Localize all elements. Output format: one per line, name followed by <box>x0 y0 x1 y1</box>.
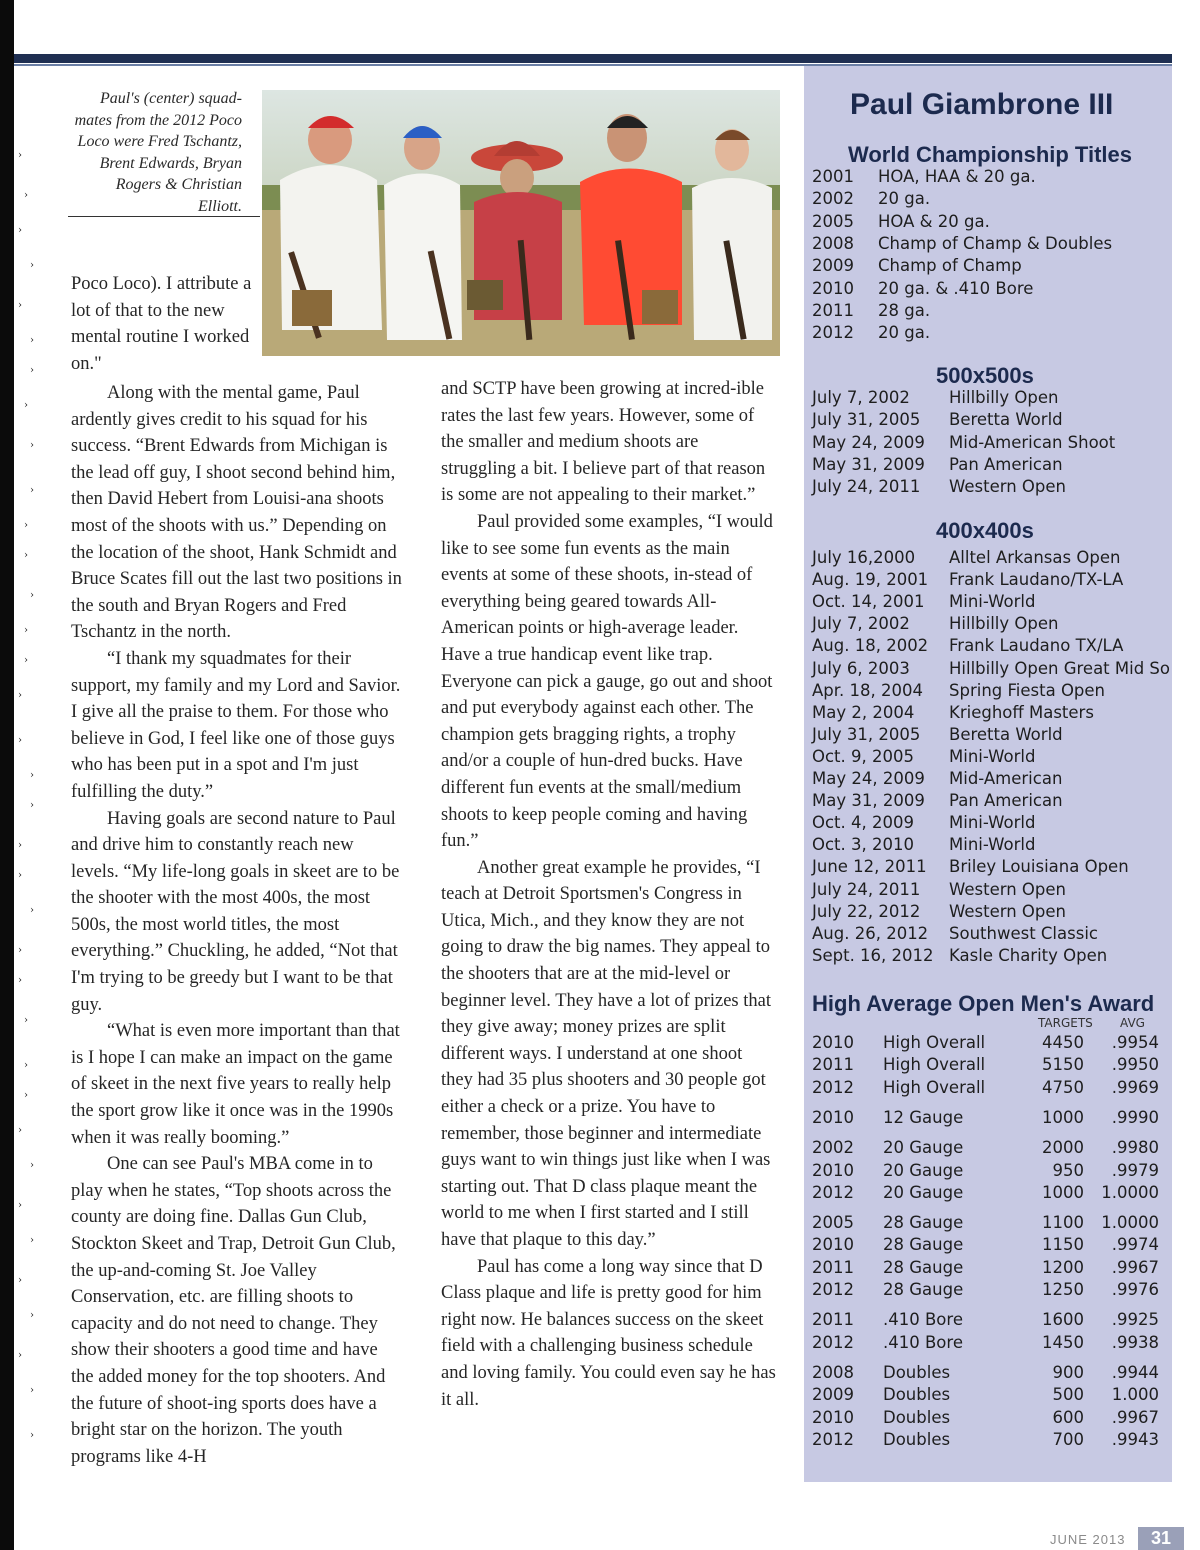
record-date: May 31, 2009 <box>812 454 925 474</box>
title-events: 20 ga. <box>878 323 931 343</box>
award-event: 28 Gauge <box>883 1257 964 1277</box>
record-event: Hillbilly Open <box>949 388 1059 407</box>
award-year: 2012 <box>812 1332 854 1352</box>
award-row <box>804 1333 1172 1355</box>
record-event: Spring Fiesta Open <box>949 680 1106 700</box>
award-event: 20 Gauge <box>883 1138 964 1158</box>
record-event: Alltel Arkansas Open <box>949 548 1121 567</box>
spine-mark: › <box>18 150 22 161</box>
record-400-row <box>804 924 1172 946</box>
record-500-row <box>804 388 1172 410</box>
award-event: High Overall <box>883 1077 986 1097</box>
record-event: Western Open <box>949 477 1066 497</box>
spine-mark: › <box>24 655 28 666</box>
award-year: 2009 <box>812 1385 854 1405</box>
award-year: 2011 <box>812 1310 854 1330</box>
record-date: May 31, 2009 <box>812 791 925 811</box>
record-date: Oct. 9, 2005 <box>812 746 914 766</box>
award-targets: 1000 <box>1042 1182 1084 1202</box>
record-event: Mid-American Shoot <box>949 432 1116 452</box>
award-average: .9950 <box>1111 1055 1159 1075</box>
record-event: Briley Louisiana Open <box>949 857 1129 877</box>
world-title-row <box>804 189 1172 211</box>
award-row <box>804 1138 1172 1160</box>
record-date: July 16,2000 <box>812 548 916 567</box>
award-average: .9925 <box>1111 1310 1159 1330</box>
record-event: Hillbilly Open Great Mid So <box>949 658 1171 678</box>
record-date: July 24, 2011 <box>812 879 921 899</box>
award-targets: 1600 <box>1042 1310 1084 1330</box>
award-targets: 1100 <box>1042 1213 1084 1233</box>
record-event: Mini-World <box>949 835 1036 855</box>
award-row <box>804 1055 1172 1077</box>
award-average: .9990 <box>1111 1107 1159 1127</box>
record-date: Oct. 14, 2001 <box>812 592 925 612</box>
title-events: 20 ga. & .410 Bore <box>878 278 1034 298</box>
award-event: 20 Gauge <box>883 1160 964 1180</box>
record-400-row <box>804 681 1172 703</box>
award-targets: 2000 <box>1042 1138 1084 1158</box>
record-event: Mini-World <box>949 813 1036 833</box>
award-row <box>804 1430 1172 1452</box>
paragraph: and SCTP have been growing at incred-ible rates the last few years. However, some of the smaller and medium shoots are struggling a bit. I believe part of that reason is some are not appealing to their market.” <box>441 379 766 506</box>
spine-mark: › <box>30 905 34 916</box>
record-400-row <box>804 902 1172 924</box>
award-year: 2011 <box>812 1055 854 1075</box>
award-year: 2010 <box>812 1107 854 1127</box>
award-year: 2010 <box>812 1160 854 1180</box>
award-average: .9974 <box>1111 1235 1159 1255</box>
record-event: Frank Laudano/TX-LA <box>949 570 1124 590</box>
record-date: Oct. 4, 2009 <box>812 813 914 833</box>
title-events: HOA, HAA & 20 ga. <box>878 167 1036 186</box>
award-targets: 1000 <box>1042 1107 1084 1127</box>
spine-mark: › <box>30 365 34 376</box>
record-event: Southwest Classic <box>949 923 1098 943</box>
award-row <box>804 1108 1172 1130</box>
record-event: Pan American <box>949 454 1063 474</box>
record-date: May 2, 2004 <box>812 702 915 722</box>
title-year: 2010 <box>812 278 854 298</box>
award-targets: 900 <box>1052 1362 1084 1382</box>
record-event: Frank Laudano TX/LA <box>949 636 1124 656</box>
award-targets: 600 <box>1052 1407 1084 1427</box>
record-400-row <box>804 592 1172 614</box>
record-date: Aug. 19, 2001 <box>812 570 929 590</box>
award-year: 2010 <box>812 1407 854 1427</box>
record-400-row <box>804 880 1172 902</box>
record-event: Pan American <box>949 791 1063 811</box>
world-title-row <box>804 301 1172 323</box>
record-date: June 12, 2011 <box>812 857 927 877</box>
award-event: Doubles <box>883 1429 951 1449</box>
world-title-row <box>804 167 1172 189</box>
award-average: .9979 <box>1111 1160 1159 1180</box>
award-event: Doubles <box>883 1362 951 1382</box>
targets-column-header: TARGETS <box>1038 1016 1093 1030</box>
spine-mark: › <box>30 1235 34 1246</box>
world-title-row <box>804 234 1172 256</box>
spine-mark: › <box>18 1125 22 1136</box>
record-date: July 7, 2002 <box>812 614 910 634</box>
record-date: July 7, 2002 <box>812 388 910 407</box>
award-event: .410 Bore <box>883 1332 963 1352</box>
award-average: .9976 <box>1111 1280 1159 1299</box>
record-event: Hillbilly Open <box>949 614 1059 634</box>
award-targets: 1250 <box>1042 1280 1084 1299</box>
award-average: 1.0000 <box>1101 1213 1159 1233</box>
paragraph: Having goals are second nature to Paul and drive him to constantly reach new levels. “My life-long goals in skeet are to be the shooter with the most 400s, the most 500s, the most world titles, the most everything.” Chuckling, he added, “Not that I'm trying to be greedy but I want to be that guy. <box>71 808 400 1015</box>
award-targets: 1200 <box>1042 1257 1084 1277</box>
record-event: Mid-American <box>949 769 1063 788</box>
record-400-row <box>804 769 1172 791</box>
spine-mark: › <box>30 590 34 601</box>
award-average: .9967 <box>1111 1407 1159 1427</box>
award-year: 2012 <box>812 1182 854 1202</box>
award-year: 2010 <box>812 1235 854 1255</box>
paragraph: One can see Paul's MBA come in to play when he states, “Top shoots across the county are doing fine. Dallas Gun Club, Stockton Skeet and Trap, Detroit Gun Club, the up-and-coming St. Joe Valley Conservation, etc. are filling shoots to capacity and do not need to change. They show their shooters a good time and have the added money for the top shooters. And the future of shoot-ing sports does have a bright star on the horizon. The youth programs like 4-H <box>71 1154 396 1467</box>
record-date: July 6, 2003 <box>812 658 910 678</box>
spine-mark: › <box>30 770 34 781</box>
spine-mark: › <box>30 1385 34 1396</box>
award-targets: 1450 <box>1042 1332 1084 1352</box>
title-year: 2008 <box>812 233 854 253</box>
award-event: High Overall <box>883 1055 986 1075</box>
award-average: .9938 <box>1111 1332 1159 1352</box>
spine-mark: › <box>18 735 22 746</box>
record-400-row <box>804 725 1172 747</box>
spine-mark: › <box>18 975 22 986</box>
record-date: Oct. 3, 2010 <box>812 835 914 855</box>
record-400-row <box>804 659 1172 681</box>
record-400-row <box>804 548 1172 570</box>
award-event: High Overall <box>883 1033 986 1052</box>
award-year: 2012 <box>812 1429 854 1449</box>
award-year: 2011 <box>812 1257 854 1277</box>
record-event: Mini-World <box>949 746 1036 766</box>
award-year: 2010 <box>812 1033 854 1052</box>
spine-mark: › <box>18 840 22 851</box>
spine-mark: › <box>24 520 28 531</box>
title-year: 2012 <box>812 323 854 343</box>
title-year: 2005 <box>812 211 854 231</box>
award-year: 2002 <box>812 1138 854 1158</box>
award-event: 28 Gauge <box>883 1213 964 1233</box>
title-events: Champ of Champ <box>878 256 1022 276</box>
award-targets: 1150 <box>1042 1235 1084 1255</box>
paragraph: Along with the mental game, Paul ardently gives credit to his squad for his success. “Brent Edwards from Michigan is the lead off guy, I shoot second behind him, then David Hebert from Louisi-ana shoots most of the shoots with us.” Depending on the location of the shoot, Hank Schmidt and Bruce Scates fill out the last two positions in the south and Bryan Rogers and Fred Tschantz in the north. <box>71 383 402 643</box>
record-400-row <box>804 857 1172 879</box>
spine-mark: › <box>24 400 28 411</box>
page-number: 31 <box>1138 1527 1184 1550</box>
record-date: May 24, 2009 <box>812 769 925 788</box>
award-targets: 4750 <box>1042 1077 1084 1097</box>
award-targets: 700 <box>1052 1429 1084 1449</box>
award-average: .9944 <box>1111 1362 1159 1382</box>
record-event: Krieghoff Masters <box>949 702 1094 722</box>
award-row <box>804 1213 1172 1235</box>
squad-photo <box>262 90 780 356</box>
award-event: 20 Gauge <box>883 1182 964 1202</box>
paragraph: “What is even more important than that is I hope I can make an impact on the game of skeet in the next five years to really help the sport grow like it once was in the 1990s when it was really booming.” <box>71 1021 400 1148</box>
spine-mark: › <box>18 300 22 311</box>
spine-mark: › <box>30 485 34 496</box>
award-average: .9967 <box>1111 1257 1159 1277</box>
title-events: HOA & 20 ga. <box>878 211 990 231</box>
record-500-row <box>804 410 1172 432</box>
award-event: .410 Bore <box>883 1310 963 1330</box>
spine-mark: › <box>18 1200 22 1211</box>
paragraph: “I thank my squadmates for their support, my family and my Lord and Savior. I give all the praise to them. For those who believe in God, I feel like one of those guys who has been put in a spot and I'm just fulfilling the duty.” <box>71 648 401 802</box>
spine-mark: › <box>18 945 22 956</box>
award-event: 28 Gauge <box>883 1235 964 1255</box>
spine-mark: › <box>18 1350 22 1361</box>
award-average: .9943 <box>1111 1429 1159 1449</box>
paragraph: Paul has come a long way since that D Class plaque and life is pretty good for him right now. He balances success on the skeet field with a challenging business schedule and loving family. You could even say he has it all. <box>441 1256 776 1410</box>
column1-lead: Poco Loco). I attribute a lot of that to the new mental routine I worked on." <box>71 274 252 374</box>
paragraph: Paul provided some examples, “I would like to see some fun events as the main events at some of these shoots, in-stead of everything being geared towards All-American points or high-average leader. Have a true handicap event like trap. Everyone can pick a gauge, go out and shoot and put everybody against each other. The champion gets bragging rights, a trophy and/or a couple of hun-dred bucks. Have different fun events at the small/medium shoots to keep people coming and having fun.” <box>441 511 773 852</box>
award-average: 1.000 <box>1111 1385 1159 1405</box>
sidebar-title: Paul Giambrone III <box>850 88 1114 121</box>
award-event: 28 Gauge <box>883 1280 964 1299</box>
400s-heading: 400x400s <box>936 518 1034 543</box>
record-500-row <box>804 455 1172 477</box>
award-row <box>804 1078 1172 1100</box>
record-event: Western Open <box>949 879 1066 899</box>
spine-mark: › <box>30 1430 34 1441</box>
record-date: July 31, 2005 <box>812 724 921 744</box>
spine-mark: › <box>18 225 22 236</box>
record-400-row <box>804 570 1172 592</box>
spine-mark: › <box>30 800 34 811</box>
spine-mark: › <box>24 550 28 561</box>
award-row <box>804 1408 1172 1430</box>
spine-mark: › <box>24 1090 28 1101</box>
record-date: July 31, 2005 <box>812 410 921 430</box>
paragraph: Another great example he provides, “I teach at Detroit Sportsmen's Congress in Utica, Mich., and they know they are not going to draw the big names. They appeal to the shooters that are at the mid-level or beginner level. They have a lot of prizes that they give away; money prizes are split different ways. I understand at one shoot they had 35 plus shooters and 30 people got either a check or a prize. You have to remember, those beginner and intermediate guys want to win things just like when I was starting out. That D class plaque meant the world to me when I first started and I still have that plaque to this day.” <box>441 857 771 1250</box>
record-400-row <box>804 946 1172 968</box>
award-row <box>804 1280 1172 1302</box>
500s-heading: 500x500s <box>936 363 1034 388</box>
award-row <box>804 1363 1172 1385</box>
avg-column-header: AVG <box>1120 1016 1145 1030</box>
award-row <box>804 1258 1172 1280</box>
award-targets: 4450 <box>1042 1033 1084 1052</box>
spine-mark: › <box>18 1275 22 1286</box>
high-average-heading: High Average Open Men's Award <box>812 991 1155 1016</box>
record-event: Western Open <box>949 901 1066 921</box>
issue-date: JUNE 2013 <box>1050 1532 1126 1547</box>
spine-mark: › <box>24 625 28 636</box>
title-events: 20 ga. <box>878 189 931 209</box>
record-date: July 24, 2011 <box>812 477 921 497</box>
record-date: May 24, 2009 <box>812 432 925 452</box>
spine-mark: › <box>30 335 34 346</box>
record-event: Mini-World <box>949 592 1036 612</box>
spine-mark: › <box>30 260 34 271</box>
record-event: Beretta World <box>949 724 1063 744</box>
record-400-row <box>804 791 1172 813</box>
award-average: .9954 <box>1111 1033 1159 1052</box>
award-row <box>804 1033 1172 1055</box>
article-column-1 <box>71 380 403 1470</box>
award-year: 2012 <box>812 1077 854 1097</box>
award-year: 2012 <box>812 1280 854 1299</box>
spine-mark: › <box>18 690 22 701</box>
world-title-row <box>804 323 1172 345</box>
achievements-sidebar <box>804 66 1172 1482</box>
award-average: .9969 <box>1111 1077 1159 1097</box>
award-event: Doubles <box>883 1385 951 1405</box>
record-date: Aug. 26, 2012 <box>812 923 929 943</box>
award-row <box>804 1235 1172 1257</box>
award-targets: 500 <box>1052 1385 1084 1405</box>
record-date: July 22, 2012 <box>812 901 921 921</box>
award-average: 1.0000 <box>1101 1182 1159 1202</box>
title-year: 2011 <box>812 300 854 320</box>
record-date: Apr. 18, 2004 <box>812 680 923 700</box>
award-row <box>804 1385 1172 1407</box>
title-events: 28 ga. <box>878 300 931 320</box>
spine-mark: › <box>24 1015 28 1026</box>
world-title-row <box>804 212 1172 234</box>
spine-mark: › <box>30 1160 34 1171</box>
photo-caption: Paul's (center) squad-mates from the 2012 Poco Loco were Fred Tschantz, Brent Edwards, Bryan Rogers & Christian Elliott. <box>74 90 242 215</box>
caption-rule <box>68 216 260 217</box>
title-year: 2002 <box>812 189 854 209</box>
award-row <box>804 1161 1172 1183</box>
award-row <box>804 1310 1172 1332</box>
record-400-row <box>804 835 1172 857</box>
record-event: Beretta World <box>949 410 1063 430</box>
record-400-row <box>804 747 1172 769</box>
award-event: Doubles <box>883 1407 951 1427</box>
title-year: 2009 <box>812 256 854 276</box>
spine-mark: › <box>18 870 22 881</box>
record-400-row <box>804 813 1172 835</box>
record-400-row <box>804 703 1172 725</box>
spine-mark: › <box>24 1060 28 1071</box>
spine-mark: › <box>24 190 28 201</box>
world-title-row <box>804 279 1172 301</box>
award-targets: 950 <box>1052 1160 1084 1180</box>
award-year: 2008 <box>812 1362 854 1382</box>
record-400-row <box>804 614 1172 636</box>
award-row <box>804 1183 1172 1205</box>
title-year: 2001 <box>812 167 854 186</box>
award-targets: 5150 <box>1042 1055 1084 1075</box>
record-500-row <box>804 477 1172 499</box>
record-event: Kasle Charity Open <box>949 945 1108 965</box>
record-date: Sept. 16, 2012 <box>812 945 934 965</box>
record-date: Aug. 18, 2002 <box>812 636 929 656</box>
spine-mark: › <box>30 440 34 451</box>
header-rule <box>14 54 1172 63</box>
award-event: 12 Gauge <box>883 1107 964 1127</box>
award-year: 2005 <box>812 1213 854 1233</box>
title-events: Champ of Champ & Doubles <box>878 233 1113 253</box>
record-400-row <box>804 636 1172 658</box>
spine-mark: › <box>30 1310 34 1321</box>
award-average: .9980 <box>1111 1138 1159 1158</box>
record-500-row <box>804 433 1172 455</box>
article-column-2 <box>441 376 776 1413</box>
world-title-row <box>804 256 1172 278</box>
world-titles-heading: World Championship Titles <box>848 142 1132 167</box>
page-spine <box>0 0 14 1550</box>
